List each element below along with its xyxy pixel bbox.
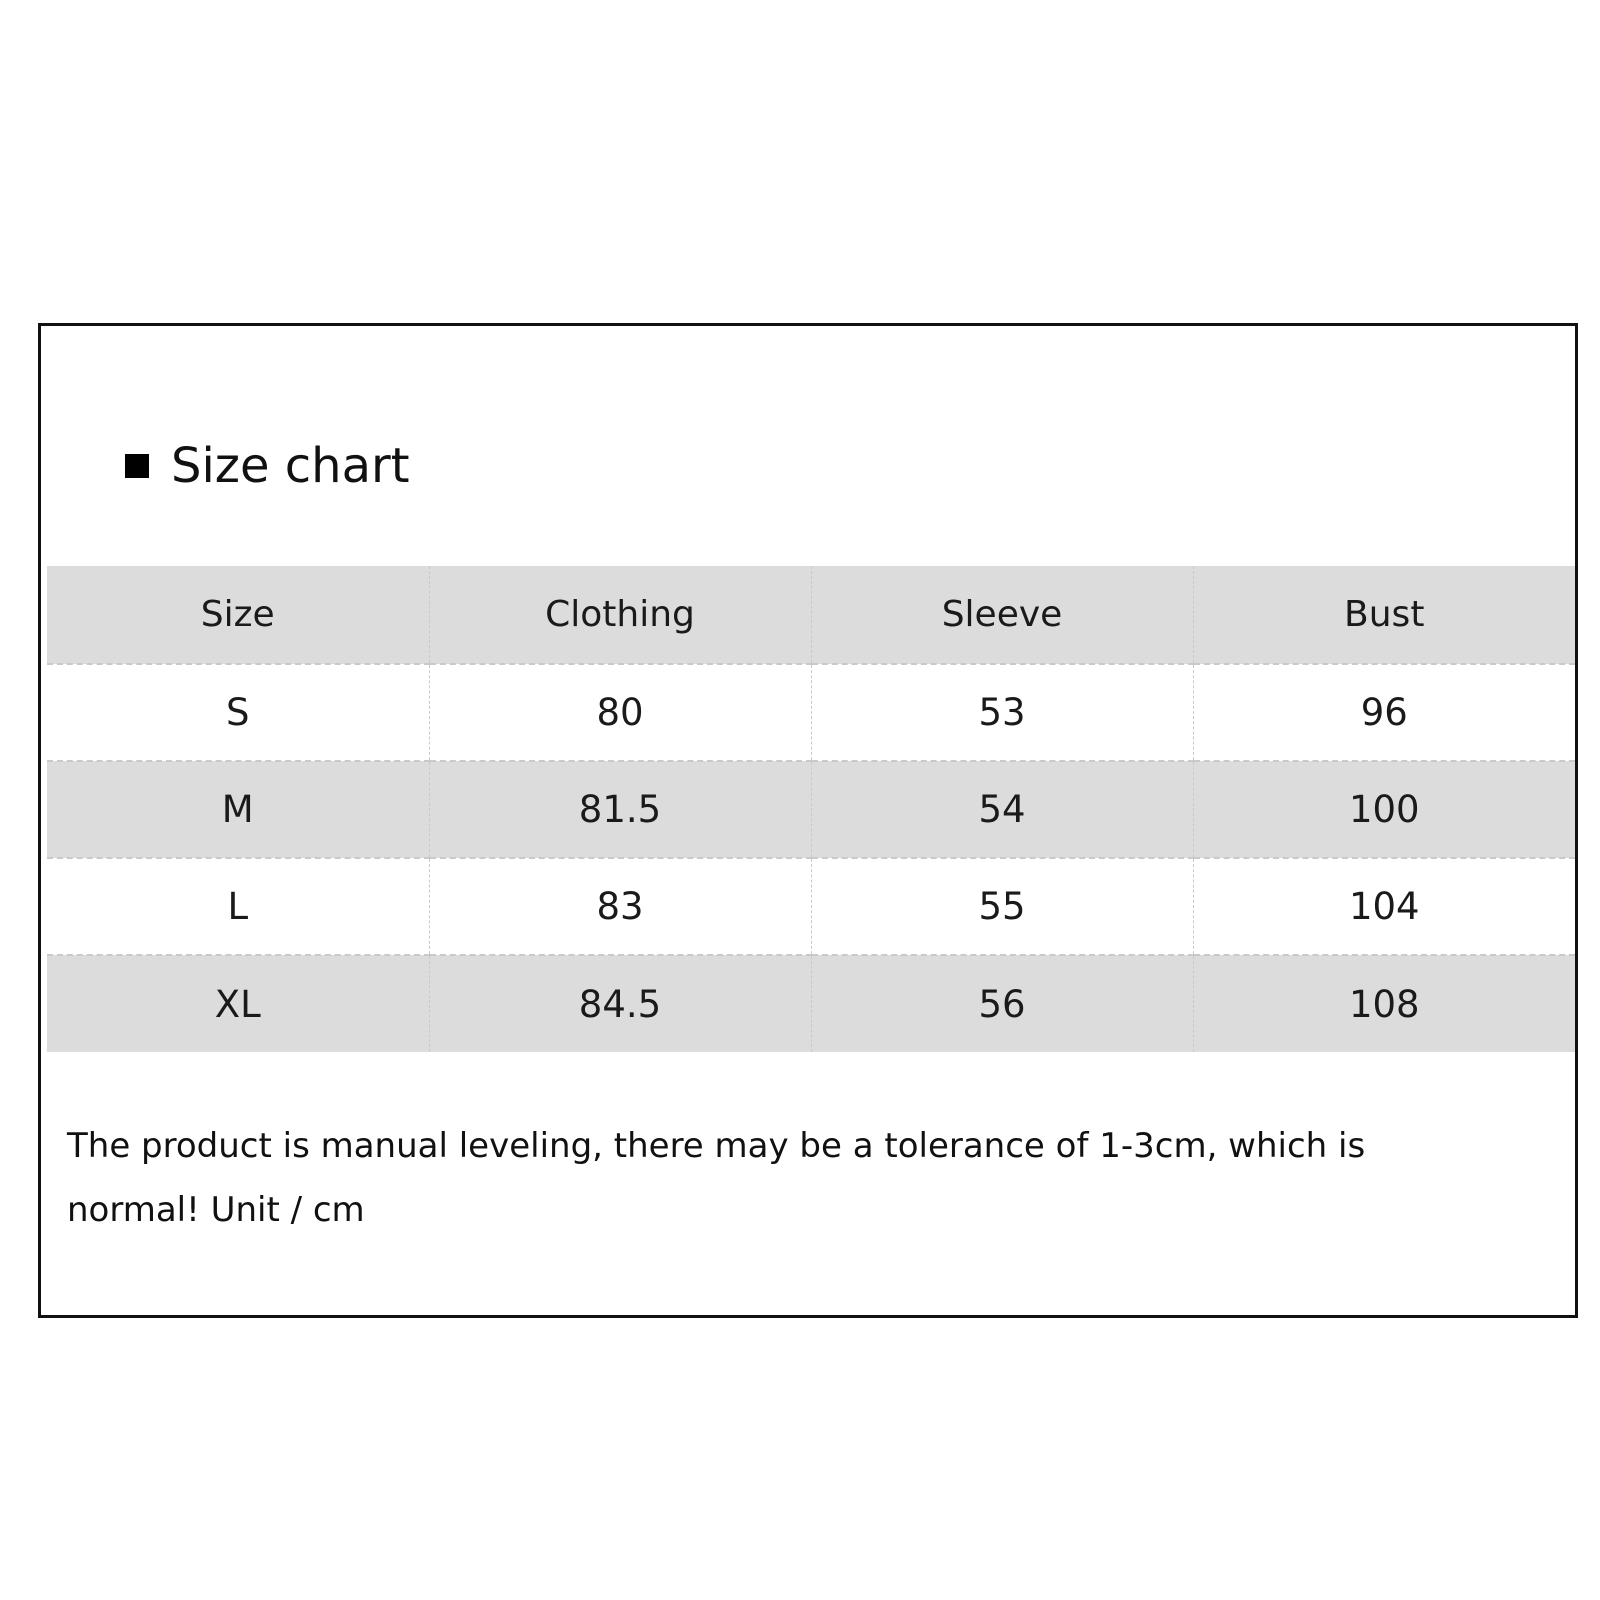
page-title: Size chart <box>171 438 410 494</box>
cell-clothing: 81.5 <box>429 761 811 858</box>
cell-bust: 108 <box>1193 955 1575 1052</box>
size-table <box>47 566 1575 1052</box>
cell-size: XL <box>47 955 429 1052</box>
cell-sleeve: 55 <box>811 858 1193 955</box>
size-chart-heading <box>125 438 410 494</box>
column-header-sleeve: Sleeve <box>811 566 1193 664</box>
cell-clothing: 84.5 <box>429 955 811 1052</box>
cell-clothing: 83 <box>429 858 811 955</box>
cell-size: L <box>47 858 429 955</box>
column-header-bust: Bust <box>1193 566 1575 664</box>
cell-size: M <box>47 761 429 858</box>
cell-clothing: 80 <box>429 664 811 761</box>
table-row <box>47 858 1575 955</box>
column-header-size: Size <box>200 594 275 635</box>
table-row <box>47 664 1575 761</box>
cell-bust: 100 <box>1193 761 1575 858</box>
column-header-clothing: Clothing <box>429 566 811 664</box>
size-chart-card <box>38 323 1578 1318</box>
cell-bust: 104 <box>1193 858 1575 955</box>
cell-sleeve: 53 <box>811 664 1193 761</box>
table-row <box>47 761 1575 858</box>
cell-sleeve: 56 <box>811 955 1193 1052</box>
cell-bust: 96 <box>1193 664 1575 761</box>
cell-sleeve: 54 <box>811 761 1193 858</box>
square-bullet-icon <box>125 454 149 478</box>
tolerance-note: The product is manual leveling, there may be a tolerance of 1-3cm, which is normal! Unit / cm <box>67 1126 1366 1230</box>
cell-size: S <box>47 664 429 761</box>
table-row <box>47 955 1575 1052</box>
table-header-row <box>47 566 1575 664</box>
